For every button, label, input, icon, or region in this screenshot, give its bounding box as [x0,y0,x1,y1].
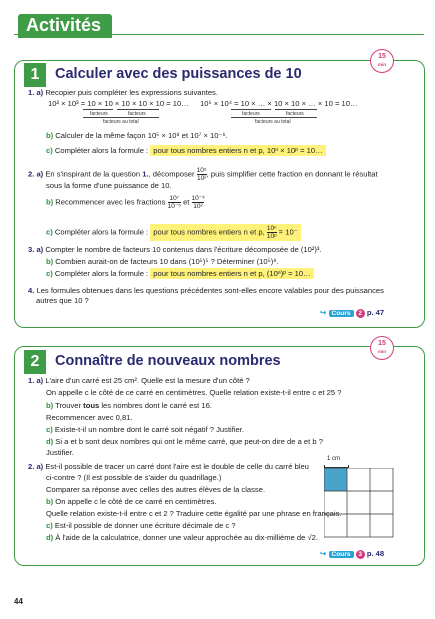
s1-brace2a [231,109,271,110]
s1-q3a: 3. a) Compter le nombre de facteurs 10 contenus dans l'écriture décomposée de (10²)³. [28,245,322,254]
s1-q4-line2: autres que 10 ? [36,296,89,305]
header-band [0,0,435,40]
s2-q1d-line2: Justifier. [46,448,74,457]
s1-facteurs3: facteurs [242,111,260,117]
s1-q3b: b) Combien aurait-on de facteurs 10 dans (10⁵)⁵ ? Déterminer (10⁵)⁸. [46,257,279,266]
s1-q1a: 1. a) Recopier puis compléter les expressions suivantes. [28,88,218,97]
s1-q1c-formula: pour tous nombres entiers n et p, 10ⁿ × 10ᵖ = 10… [150,145,325,156]
s1-q3c: c) Compléter alors la formule : pour tous nombres entiers n et p, (10ⁿ)ᵖ = 10… [46,269,314,279]
section1-title: Calculer avec des puissances de 10 [55,66,302,82]
arrow-icon: ↪ [320,308,327,317]
s1-total1: facteurs au total [103,119,139,125]
s2-q2c: c) Est-il possible de donner une écriture décimale de c ? [46,521,236,530]
s1-q1c: c) Compléter alors la formule : pour tous nombres entiers n et p, 10ⁿ × 10ᵖ = 10… [46,146,326,156]
s1-facteurs2: facteurs [128,111,146,117]
s1-brace2c [231,117,317,118]
s1-brace1b [117,109,159,110]
section2-timer-unit: min [377,349,386,354]
s1-q2a-frac-num: 10⁵ [196,167,207,174]
blue-square [324,468,347,491]
s1-expr1: 10² × 10³ = 10 × 10 × 10 × 10 × 10 = 10… [48,99,189,108]
s1-brace1a [83,109,113,110]
s1-expr2: 10⁵ × 10⁴ = 10 × … × 10 × 10 × … × 10 = 10… [200,99,358,108]
s1-q2b: b) Recommencer avec les fractions $\frac{\text{10⁷}}{\text{10⁻⁵}}$ et $\frac{\text{10⁻³}}{\text{10²}}$ [46,195,205,210]
s1-facteurs1: facteurs [90,111,108,117]
s2-q2d: d) À l'aide de la calculatrice, donner une valeur approchée au dix-millième de √2. [46,533,318,542]
s2-q1d: d) Si a et b sont deux nombres qui ont le même carré, que peut-on dire de a et b ? [46,437,323,446]
s1-q2a-frac-den: 10² [196,175,207,182]
header-title: Activités [26,15,102,35]
section1-timer-unit: min [377,62,386,67]
section1-timer: 15 [378,53,386,60]
section2-title: Connaître de nouveaux nombres [55,353,281,369]
s2-q1b: b) Trouver tous les nombres dont le carré est 16. [46,401,212,410]
s2-q1c: c) Existe-t-il un nombre dont le carré soit négatif ? Justifier. [46,425,244,434]
s2-q2a-line2: ci-contre ? (Il est possible de s'aider du quadrillage.) [46,473,222,482]
grid-figure [324,468,394,538]
s1-q2a: 2. a) En s'inspirant de la question 1., décomposer $\frac{\text{10⁵}}{\text{10²}}$ , puis simplifier cette fraction en donnant le résultat [28,167,378,182]
page-number: 44 [14,597,23,606]
section1-number: 1 [24,63,46,87]
s1-q2a-line2: sous la forme d'une puissance de 10. [46,181,172,190]
s1-q3c-formula: pour tous nombres entiers n et p, (10ⁿ)ᵖ = 10… [150,268,313,279]
s2-q2a-line3: Comparer sa réponse avec celles des autres élèves de la classe. [46,485,266,494]
s1-q2c: c) Compléter alors la formule : pour tous nombres entiers n et p, $\frac{\text{10ⁿ}}{\text{10ᵖ}}$ = 10⁻ [46,224,301,241]
s1-total2: facteurs au total [255,119,291,125]
s2-q2a: 2. a) Est-il possible de tracer un carré dont l'aire est le double de celle du carré bleu [28,462,309,471]
s1-cours-ref[interactable]: ↪ Cours 2 p. 47 [320,308,385,317]
s2-q1a: 1. a) L'aire d'un carré est 25 cm². Quelle est la mesure d'un côté ? [28,376,250,385]
s2-q1b-line2: Recommencer avec 0,81. [46,413,133,422]
section2-timer: 15 [378,340,386,347]
s1-q2c-formula: pour tous nombres entiers n et p, $\frac{\text{10ⁿ}}{\text{10ᵖ}}$ = 10⁻ [150,224,300,241]
section2-number: 2 [24,350,46,374]
s1-q1b: b) Calculer de la même façon 10⁵ × 10⁸ et 10⁷ × 10⁻⁶. [46,131,228,140]
s1-q4: 4. Les formules obtenues dans les questions précédentes sont-elles encore valables pour des puissances [28,286,384,295]
grid-scale-label: 1 cm [327,456,341,462]
arrow-icon: ↪ [320,549,327,558]
s1-facteurs4: facteurs [286,111,304,117]
s2-q2b: b) On appelle c le côté de ce carré en centimètres. [46,497,217,506]
s2-q1a-line2: On appelle c le côté de ce carré en centimètres. Quelle relation existe-t-il entre c et 25 ? [46,388,342,397]
s1-brace2b [275,109,317,110]
s1-brace1c [83,117,159,118]
s2-cours-ref[interactable]: ↪ Cours 3 p. 48 [320,549,385,558]
s2-q2b-line2: Quelle relation existe-t-il entre c et 2 ? Traduire cette égalité par une phrase en français. [46,509,342,518]
